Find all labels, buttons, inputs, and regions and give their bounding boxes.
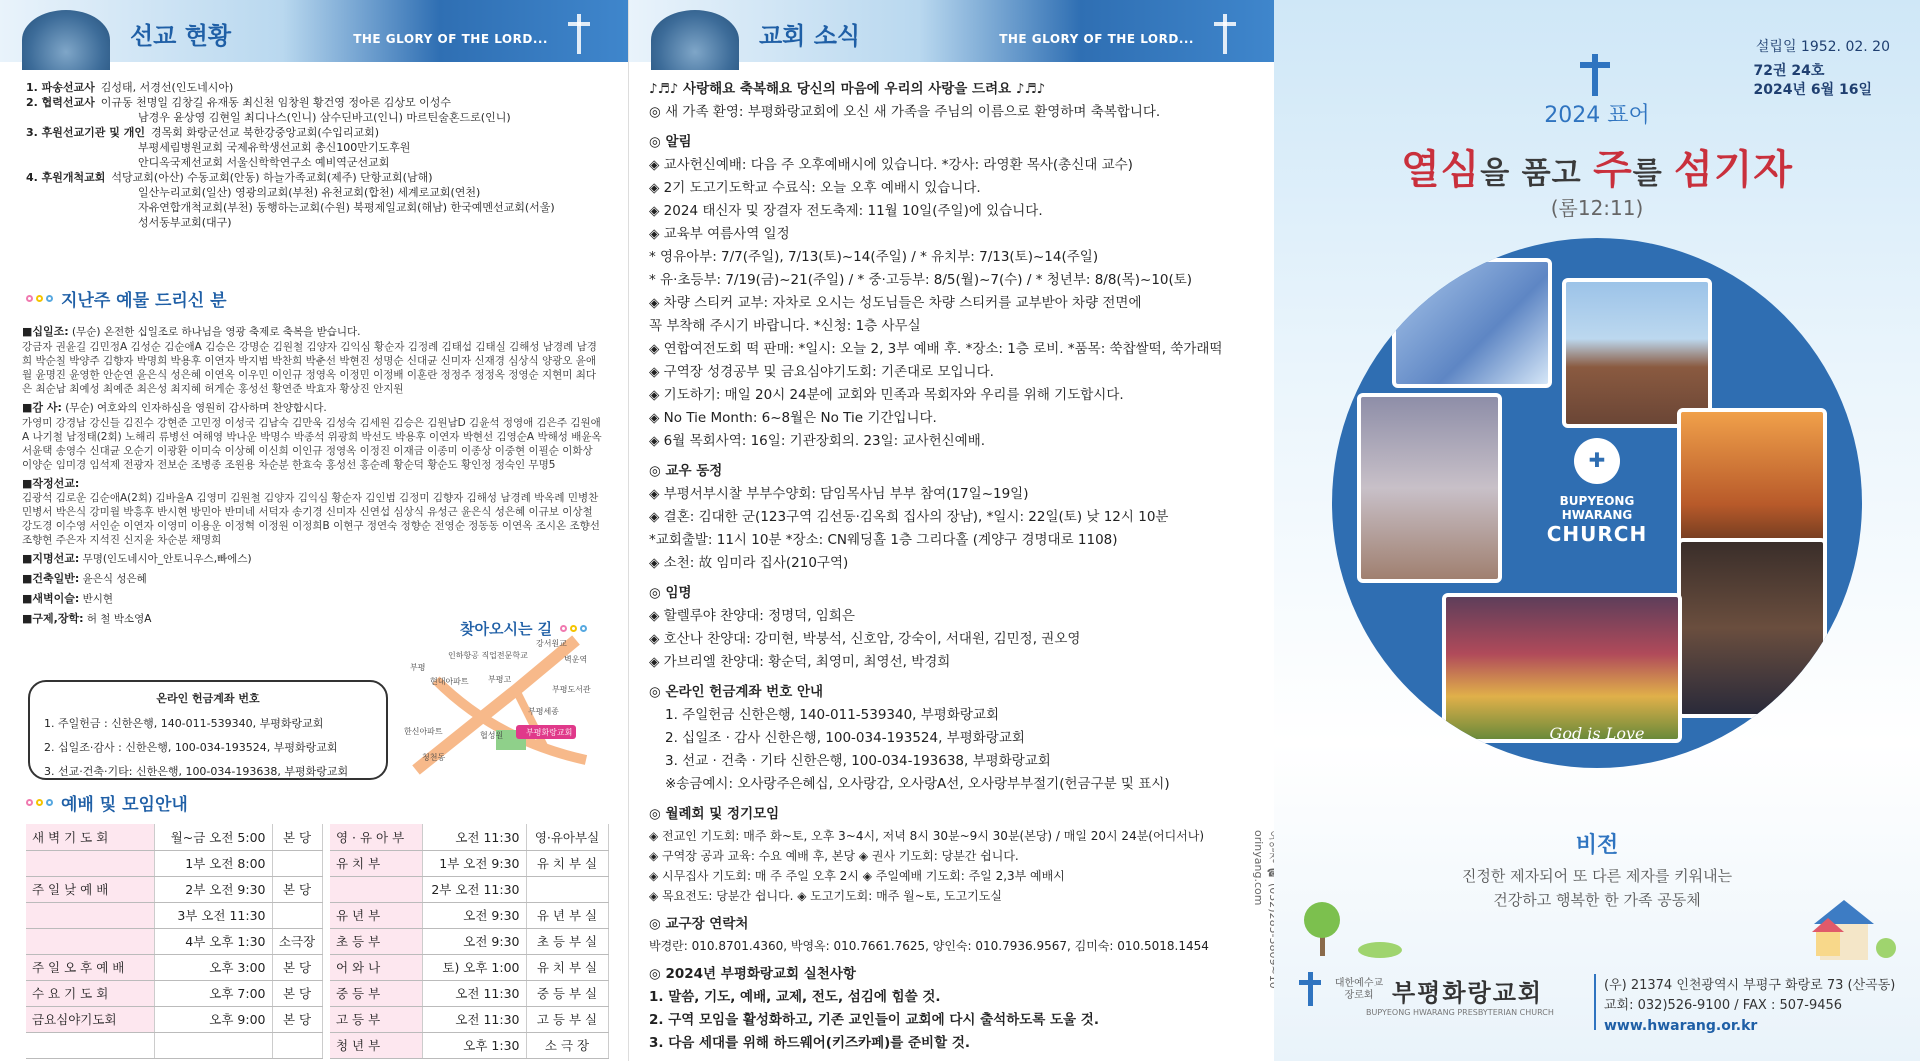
members-list [649,483,1259,575]
theme-word: 을 [1480,156,1522,191]
church-center-logo [1540,438,1654,546]
online-item: 3. 선교 · 건축 · 기타 신한은행, 100-034-193638, 부평화랑교회 [665,753,1051,769]
notice-item: ◈ 교사헌신예배: 다음 주 오후예배시에 있습니다. *강사: 라영환 목사(총신대 교수) [649,157,1133,173]
service-time: 2부 오전 9:30 [154,876,272,902]
cross-icon [566,14,592,54]
dept-time: 오전 11:30 [422,1006,526,1032]
location-map [396,620,604,790]
worship-row [26,1006,608,1032]
mission-names: 안디옥국제선교회 서울신학학연구소 예비역군선교회 [138,156,390,169]
church-word: CHURCH [1546,522,1648,546]
offering-header [22,476,602,491]
mission-label: 3. 후원선교기관 및 개인 [26,126,145,139]
online-item: 2. 십일조 · 감사 신한은행, 100-034-193524, 부평화랑교회 [665,730,1025,746]
appoint-item: ◈ 할렐루야 찬양대: 정명덕, 임희은 [649,608,855,624]
cross-icon [1577,54,1613,100]
offering-label: ■구제,장학: [22,612,84,625]
theme-word: 를 [1632,156,1675,191]
dept-name: 어 와 나 [330,954,422,980]
service-place: 소극장 [272,928,322,954]
map-label: 현대아파트 [430,677,469,686]
meeting-item: ◈ 전교인 기도회: 매주 화~토, 오후 3~4시, 저녁 8시 30분~9시 30분(본당) / 매일 20시 24분(어디서나) [649,829,1205,843]
map-label: 청천동 [422,753,446,762]
mission-row [26,110,616,125]
bank-lines [44,712,372,784]
contacts-title: ◎ 교구장 연락처 [649,916,749,932]
service-place: 본 당 [272,1006,322,1032]
dept-place [526,876,608,902]
meeting-item: ◈ 구역장 공과 교육: 수요 예배 후, 본당 ◈ 권사 기도회: 당분간 쉽니다. [649,849,1019,863]
dept-time: 1부 오전 9:30 [422,850,526,876]
photo-girl-praying [1357,393,1502,583]
header-glory-text: THE GLORY OF THE LORD... [999,32,1194,46]
offering-names: 윤은식 성은혜 [79,573,147,585]
issue-info [1753,62,1872,100]
offering-header [22,571,602,587]
gap-cell [322,954,330,980]
bank-line: 3. 선교·건축·기타: 신한은행, 100-034-193638, 부평화랑교회 [44,765,349,778]
practice-title: ◎ 2024년 부평화랑교회 실천사항 [649,966,856,982]
worship-row [26,850,608,876]
service-name: 새 벽 기 도 회 [26,824,154,850]
dept-name: 유 년 부 [330,902,422,928]
middle-panel [628,0,1274,1061]
vertical-print-text: orinyang.com [1252,830,1265,906]
established-date: 설립일 1952. 02. 20 [1755,39,1890,55]
left-panel [0,0,628,1061]
dept-name: 초 등 부 [330,928,422,954]
service-time: 오후 3:00 [154,954,272,980]
mission-row [26,95,616,110]
service-name: 수 요 기 도 회 [26,980,154,1006]
mission-row [26,170,616,185]
service-time: 1부 오전 8:00 [154,850,272,876]
church-name: 부평화랑교회 [1392,978,1544,1007]
map-label: 한신아파트 [404,727,443,736]
church-website-link[interactable]: www.hwarang.or.kr [1604,1018,1758,1034]
church-logo [1296,972,1554,1017]
offering-label: ■작정선교: [22,477,80,490]
service-time: 4부 오후 1:30 [154,928,272,954]
practice-item: 1. 말씀, 기도, 예배, 교제, 전도, 섬김에 힘쓸 것. [649,989,941,1005]
offering-header [22,551,602,567]
dept-name [330,876,422,902]
notice-item: ◈ 연합여전도회 떡 판매: *일시: 오늘 2, 3부 예배 후. *장소: 1층 로비. *품목: 쑥찹쌀떡, 쑥가래떡 [649,341,1223,357]
offering-label: ■새벽이슬: [22,592,80,605]
dept-time: 오후 1:30 [422,1032,526,1058]
offering-group [22,324,602,396]
offerings-title: 지난주 예물 드리신 분 [61,291,227,311]
cross-logo-icon [1296,972,1326,1008]
vision-line: 건강하고 행복한 한 가족 공동체 [1493,891,1701,909]
issue-date: 2024년 6월 16일 [1753,82,1872,98]
theme-word: 품고 [1521,156,1594,191]
photo-collage [1332,238,1862,768]
theme-word: 섬기자 [1674,147,1794,193]
offering-header [22,324,602,340]
mission-names: 자유연합개척교회(부천) 동행하는교회(수원) 북평제일교회(해남) 한국예멘선교회(서울) [138,201,555,214]
news-title: 교회 소식 [759,22,861,50]
practice-item: 3. 다음 세대를 위해 하드웨어(키즈카페)를 준비할 것. [649,1035,971,1051]
member-item: ◈ 부평서부시찰 부부수양회: 담임목사님 부부 참여(17일~19일) [649,486,1029,502]
members-title: ◎ 교우 동정 [649,463,723,479]
dept-time: 오전 9:30 [422,928,526,954]
service-name [26,902,154,928]
mission-names: 부평세림병원교회 국제유학생선교회 총신100만기도후원 [138,141,411,154]
member-item: ◈ 소천: 故 임미라 집사(210구역) [649,555,849,571]
photo-pastor [1677,538,1827,718]
offering-header [22,591,602,607]
gap-cell [322,980,330,1006]
church-phone: 교회: 032)526-9100 / FAX : 507-9456 [1604,998,1843,1013]
map-label: 강서원교 [536,639,567,648]
header-glory-text: THE GLORY OF THE LORD... [353,32,548,46]
notice-item: ◈ 교육부 여름사역 일정 [649,226,790,242]
gap-cell [322,928,330,954]
gap-cell [322,824,330,850]
map-label: 부평세종 [528,707,559,716]
service-name [26,850,154,876]
dept-place: 유 년 부 실 [526,902,608,928]
mission-names: 이규동 천명일 김창길 유재동 최신천 임창원 황건영 정아론 김상모 이성수 [100,96,452,109]
appoint-item: ◈ 호산나 찬양대: 강미현, 박붕석, 신호암, 강숙이, 서대원, 김민정, 권오영 [649,631,1081,647]
header-hill-image [22,10,110,70]
mission-row [26,80,616,95]
notice-item: ◈ 기도하기: 매일 20시 24분에 교회와 민족과 목회자와 우리를 위해 기도합시다. [649,387,1124,403]
service-time: 월~금 오전 5:00 [154,824,272,850]
empty-cell [26,1032,154,1058]
map-label: 벽운역 [564,655,588,664]
service-name: 주 일 낮 예 배 [26,876,154,902]
offering-label: ■지명선교: [22,552,80,565]
dept-place: 고 등 부 실 [526,1006,608,1032]
notice-item: ◈ No Tie Month: 6~8월은 No Tie 기간입니다. [649,410,937,426]
offering-desc: (무순) 여호와의 인자하심을 영원히 감사하며 찬양합시다. [61,402,327,414]
mission-names: 성서동부교회(대구) [138,216,232,229]
service-name [26,928,154,954]
footer-divider [1594,974,1596,1030]
meeting-item: ◈ 시무집사 기도회: 매 주 주일 오후 2시 ◈ 주일예배 기도회: 주일 2,3부 예배시 [649,869,1065,883]
directions-title: 찾아오시는 길 [460,620,553,638]
offering-names: 무명(인도네시아_안토니우스,빠에스) [79,553,252,565]
mission-row [26,125,616,140]
member-item: *교회출발: 11시 10분 *장소: CN웨딩홀 1층 그리다홀 (계양구 경명대로 1108) [649,532,1118,548]
theme-reference: (롬12:11) [1550,196,1644,220]
worship-table [26,824,609,1059]
mission-names: 김성태, 서경선(인도네시아) [100,81,234,94]
news-header [629,0,1274,62]
gap-cell [322,876,330,902]
church-address: (우) 21374 인천광역시 부평구 화랑로 73 (산곡동) [1604,978,1896,993]
online-list [649,704,1259,796]
practice-list [649,986,1259,1055]
notice-item: 꼭 부착해 주시기 바랍니다. *신청: 1층 사무실 [649,318,921,334]
cover-panel [1274,0,1920,1061]
appoint-list [649,605,1259,674]
worship-row [26,902,608,928]
dept-place: 영·유아부실 [526,824,608,850]
worship-row [26,1032,608,1058]
photo-church-building [1562,278,1712,428]
meeting-item: ◈ 목요전도: 당분간 쉽니다. ◈ 도고기도회: 매주 월~토, 도고기도실 [649,889,1002,903]
denomination: 대한예수교 장로회 [1334,978,1384,1001]
mission-label: 1. 파송선교사 [26,81,95,94]
bank-box-title: 온라인 헌금계좌 번호 [156,692,260,705]
worship-title: 예배 및 모임안내 [61,795,188,815]
vision-title: 비전 [1575,833,1619,858]
empty-cell [154,1032,272,1058]
dept-place: 초 등 부 실 [526,928,608,954]
worship-row [26,876,608,902]
offering-label: ■건축일반: [22,572,80,585]
houses-illustration [1804,888,1904,968]
dots-icon [26,799,53,806]
bank-line: 1. 주일헌금 : 신한은행, 140-011-539340, 부평화랑교회 [44,717,324,730]
church-sub-name: BUPYEONG HWARANG PRESBYTERIAN CHURCH [1366,1008,1554,1017]
god-is-love-text: God is Love [1549,724,1645,743]
photo-cross-sunset [1677,408,1827,548]
offering-group [22,571,602,587]
missions-list [26,80,616,230]
volume: 72권 24호 [1753,63,1825,79]
dept-name: 청 년 부 [330,1032,422,1058]
worship-row [26,954,608,980]
notice-item: ◈ 구역장 성경공부 및 금요심야기도회: 기존대로 모입니다. [649,364,994,380]
map-label: 부평고 [488,675,512,684]
offering-names: 허 철 박소영A [83,613,152,625]
dots-icon [26,295,53,302]
gap-cell [322,902,330,928]
theme-title [1274,138,1920,195]
practice-item: 2. 구역 모임을 활성화하고, 기존 교인들이 교회에 다시 출석하도록 도울 것. [649,1012,1099,1028]
church-english-name: BUPYEONG HWARANG [1559,494,1635,522]
service-place: 본 당 [272,954,322,980]
offering-names: 김광석 김로운 김순애A(2회) 김바울A 김영미 김원철 김양자 김익심 황순자 김인범 김정미 김향자 김해성 남경례 박옥례 민병찬 민병서 박은식 강미월 박흥후 반시현 방민아 반미네 서덕자 송기경 신미자 신연섭 심상식 유성근 윤은식 성은혜 이규보 이상철 강도경 이수영 서인순 이연자 이영미 이용운 이정혁 이정원 이정희B 이현구 정연숙 정향순 전영순 정동동 이연옥 조시온 조향선 조향현 주은자 지석진 신지윤 차순분 채명희 [22,492,600,546]
church-contact [1604,976,1895,1036]
gap-cell [322,1006,330,1032]
worship-row [26,824,608,850]
online-item: 1. 주일헌금 신한은행, 140-011-539340, 부평화랑교회 [665,707,1000,723]
service-name: 금요심야기도회 [26,1006,154,1032]
service-place: 본 당 [272,980,322,1006]
notice-item: ◈ 6월 목회사역: 16일: 기관장회의. 23일: 교사헌신예배. [649,433,986,449]
theme-word: 주 [1593,147,1633,193]
offering-group [22,591,602,607]
missions-title: 선교 현황 [130,22,232,50]
map-label: 협성원 [480,731,504,740]
contacts-line: 박경란: 010.8701.4360, 박영옥: 010.7661.7625, 양인숙: 010.7936.9567, 김미숙: 010.5018.1454 [649,939,1209,953]
service-place: 본 당 [272,824,322,850]
offering-desc: (무순) 온전한 십일조로 하나님을 영광 축제로 축복을 받습니다. [68,326,361,338]
missions-header [0,0,628,62]
dept-name: 고 등 부 [330,1006,422,1032]
dept-time: 오전 11:30 [422,980,526,1006]
notice-item: ◈ 2기 도고기도학교 수료식: 오늘 오후 예배시 있습니다. [649,180,981,196]
dept-place: 유 치 부 실 [526,850,608,876]
dept-time: 오전 9:30 [422,902,526,928]
empty-cell [272,1032,322,1058]
theme-label: 2024 표어 [1544,103,1650,128]
service-time: 오후 9:00 [154,1006,272,1032]
map-label: 부평도서관 [552,685,591,694]
online-title: ◎ 온라인 헌금계좌 번호 안내 [649,684,824,700]
map-label: 부평 [410,663,426,672]
offering-names: 가영미 강경남 강신들 김진수 강현준 고민정 이성국 김남숙 김만욱 김성숙 김세원 김승은 김원남D 김윤석 정영애 김은주 김원애A 나기철 남정태(2회) 노해리 류병선 여해영 박나운 박명수 박종석 위광희 박선도 박용후 이연자 박현선 김영순A 박해성 배윤옥 서윤택 송영수 신대균 오순기 이광환 이미숙 이상혜 이신희 이인규 정영옥 이정진 이재금 이종미 이종상 이중현 이필순 이화상 이양순 임미경 임석제 전광자 전보순 조병종 조원용 차순분 한효숙 홍성선 홍순례 황순덕 황순도 황인정 정숙인 무명5 [22,417,602,471]
dept-time: 오전 11:30 [422,824,526,850]
mission-row [26,155,616,170]
appoint-title: ◎ 임명 [649,585,692,601]
map-label: 부평화랑교회 [526,728,573,737]
notice-item: ◈ 2024 태신자 및 장결자 전도축제: 11월 10일(주일)에 있습니다. [649,203,1043,219]
worship-row [26,980,608,1006]
notice-item: * 영유아부: 7/7(주일), 7/13(토)~14(주일) / * 유치부: 7/13(토)~14(주일) [649,249,1099,265]
offering-names: 반시현 [79,593,114,605]
dept-place: 유 치 부 실 [526,954,608,980]
dept-place: 중 등 부 실 [526,980,608,1006]
mission-names: 일산누리교회(일산) 영광의교회(부천) 유천교회(합천) 세계로교회(연천) [138,186,481,199]
online-item: ※송금예시: 오사랑주은혜십, 오사랑감, 오사랑A선, 오사랑부부절기(헌금구분 및 표시) [665,776,1170,792]
photo-children-performance [1442,593,1682,743]
offerings-heading [26,286,227,311]
meetings-list [649,826,1259,906]
news-content [649,78,1259,1055]
offering-group [22,476,602,547]
worship-row [26,928,608,954]
appoint-item: ◈ 가브리엘 찬양대: 황순덕, 최영미, 최영선, 박경희 [649,654,951,670]
service-time: 오후 7:00 [154,980,272,1006]
worship-heading [26,790,188,815]
dept-place: 소 극 장 [526,1032,608,1058]
service-place [272,902,322,928]
service-place [272,850,322,876]
dept-name: 영 · 유 아 부 [330,824,422,850]
church-house-icon [1574,438,1620,484]
notices-title: ◎ 알림 [649,134,692,150]
bank-line: 2. 십일조·감사 : 신한은행, 100-034-193524, 부평화랑교회 [44,741,338,754]
notices-list [649,154,1259,453]
dept-name: 유 치 부 [330,850,422,876]
cross-icon [1212,14,1238,54]
notice-item: ◈ 차량 스티커 교부: 자차로 오시는 성도님들은 차량 스티커를 교부받아 차량 전면에 [649,295,1142,311]
service-place: 본 당 [272,876,322,902]
tree-illustration [1300,890,1410,960]
mission-label: 4. 후원개척교회 [26,171,106,184]
offering-group [22,400,602,472]
gap-cell [322,1032,330,1058]
mission-names: 석당교회(아산) 수동교회(안동) 하늘가족교회(제주) 단항교회(남해) [111,171,433,184]
mission-row [26,215,616,230]
offering-label: ■감 사: [22,401,62,414]
offerings-list [22,324,602,631]
song-line: ♪♬♪ 사랑해요 축복해요 당신의 마음에 우리의 사랑을 드려요 ♪♬♪ [649,81,1046,97]
mission-row [26,185,616,200]
member-item: ◈ 결혼: 김대한 군(123구역 김선동·김옥희 집사의 장남), *일시: 22일(토) 낮 12시 10분 [649,509,1169,525]
mission-names: 경목회 화랑군선교 북한강중앙교회(수입리교회) [150,126,380,139]
meetings-title: ◎ 월례회 및 정기모임 [649,806,780,822]
dept-time: 토) 오후 1:00 [422,954,526,980]
map-label: 인하항공 직업전문학교 [448,651,528,660]
service-name: 주 일 오 후 예 배 [26,954,154,980]
offering-header [22,400,602,416]
service-time: 3부 오전 11:30 [154,902,272,928]
vision-line: 진정한 제자되어 또 다른 제자를 키워내는 [1461,867,1733,885]
mission-row [26,140,616,155]
photo-flower [1392,258,1552,388]
mission-row [26,200,616,215]
dept-time: 2부 오전 11:30 [422,876,526,902]
gap-cell [322,850,330,876]
online-bank-box [28,680,388,780]
header-hill-image [651,10,739,70]
offering-label: ■십일조: [22,325,69,338]
offering-names: 강금자 권윤길 김민정A 김성순 김순애A 김승은 강명순 김원철 김양자 김익심 황순자 김정례 김태섭 김태실 김해성 남경례 남경희 박순칠 박양주 김향자 박명희 박용후 이연자 박지범 박찬희 박춘선 박현진 성명순 신대균 신미자 신재경 심상식 양광오 윤애월 윤명진 윤영한 안순연 윤은식 성은혜 이연옥 이우민 이인규 정영옥 이정민 이정배 이훈란 정정주 정정옥 정영순 지현미 최다은 최순남 최예성 최예준 최은성 최지혜 허게순 홍성선 황연준 박효자 황상진 안지원 [22,341,597,395]
notice-item: * 유·초등부: 7/19(금)~21(주일) / * 중·고등부: 8/5(월)~7(수) / * 청년부: 8/8(목)~10(토) [649,272,1193,288]
mission-names: 남경우 윤상영 김현일 최디나스(인니) 삼수딘바고(인니) 마르틴술혼드로(인니) [138,111,511,124]
dept-name: 중 등 부 [330,980,422,1006]
offering-group [22,551,602,567]
theme-word: 열심 [1400,147,1481,193]
mission-label: 2. 협력선교사 [26,96,95,109]
new-family-line: ◎ 새 가족 환영: 부평화랑교회에 오신 새 가족을 주님의 이름으로 환영하며 축복합니다. [649,104,1161,120]
